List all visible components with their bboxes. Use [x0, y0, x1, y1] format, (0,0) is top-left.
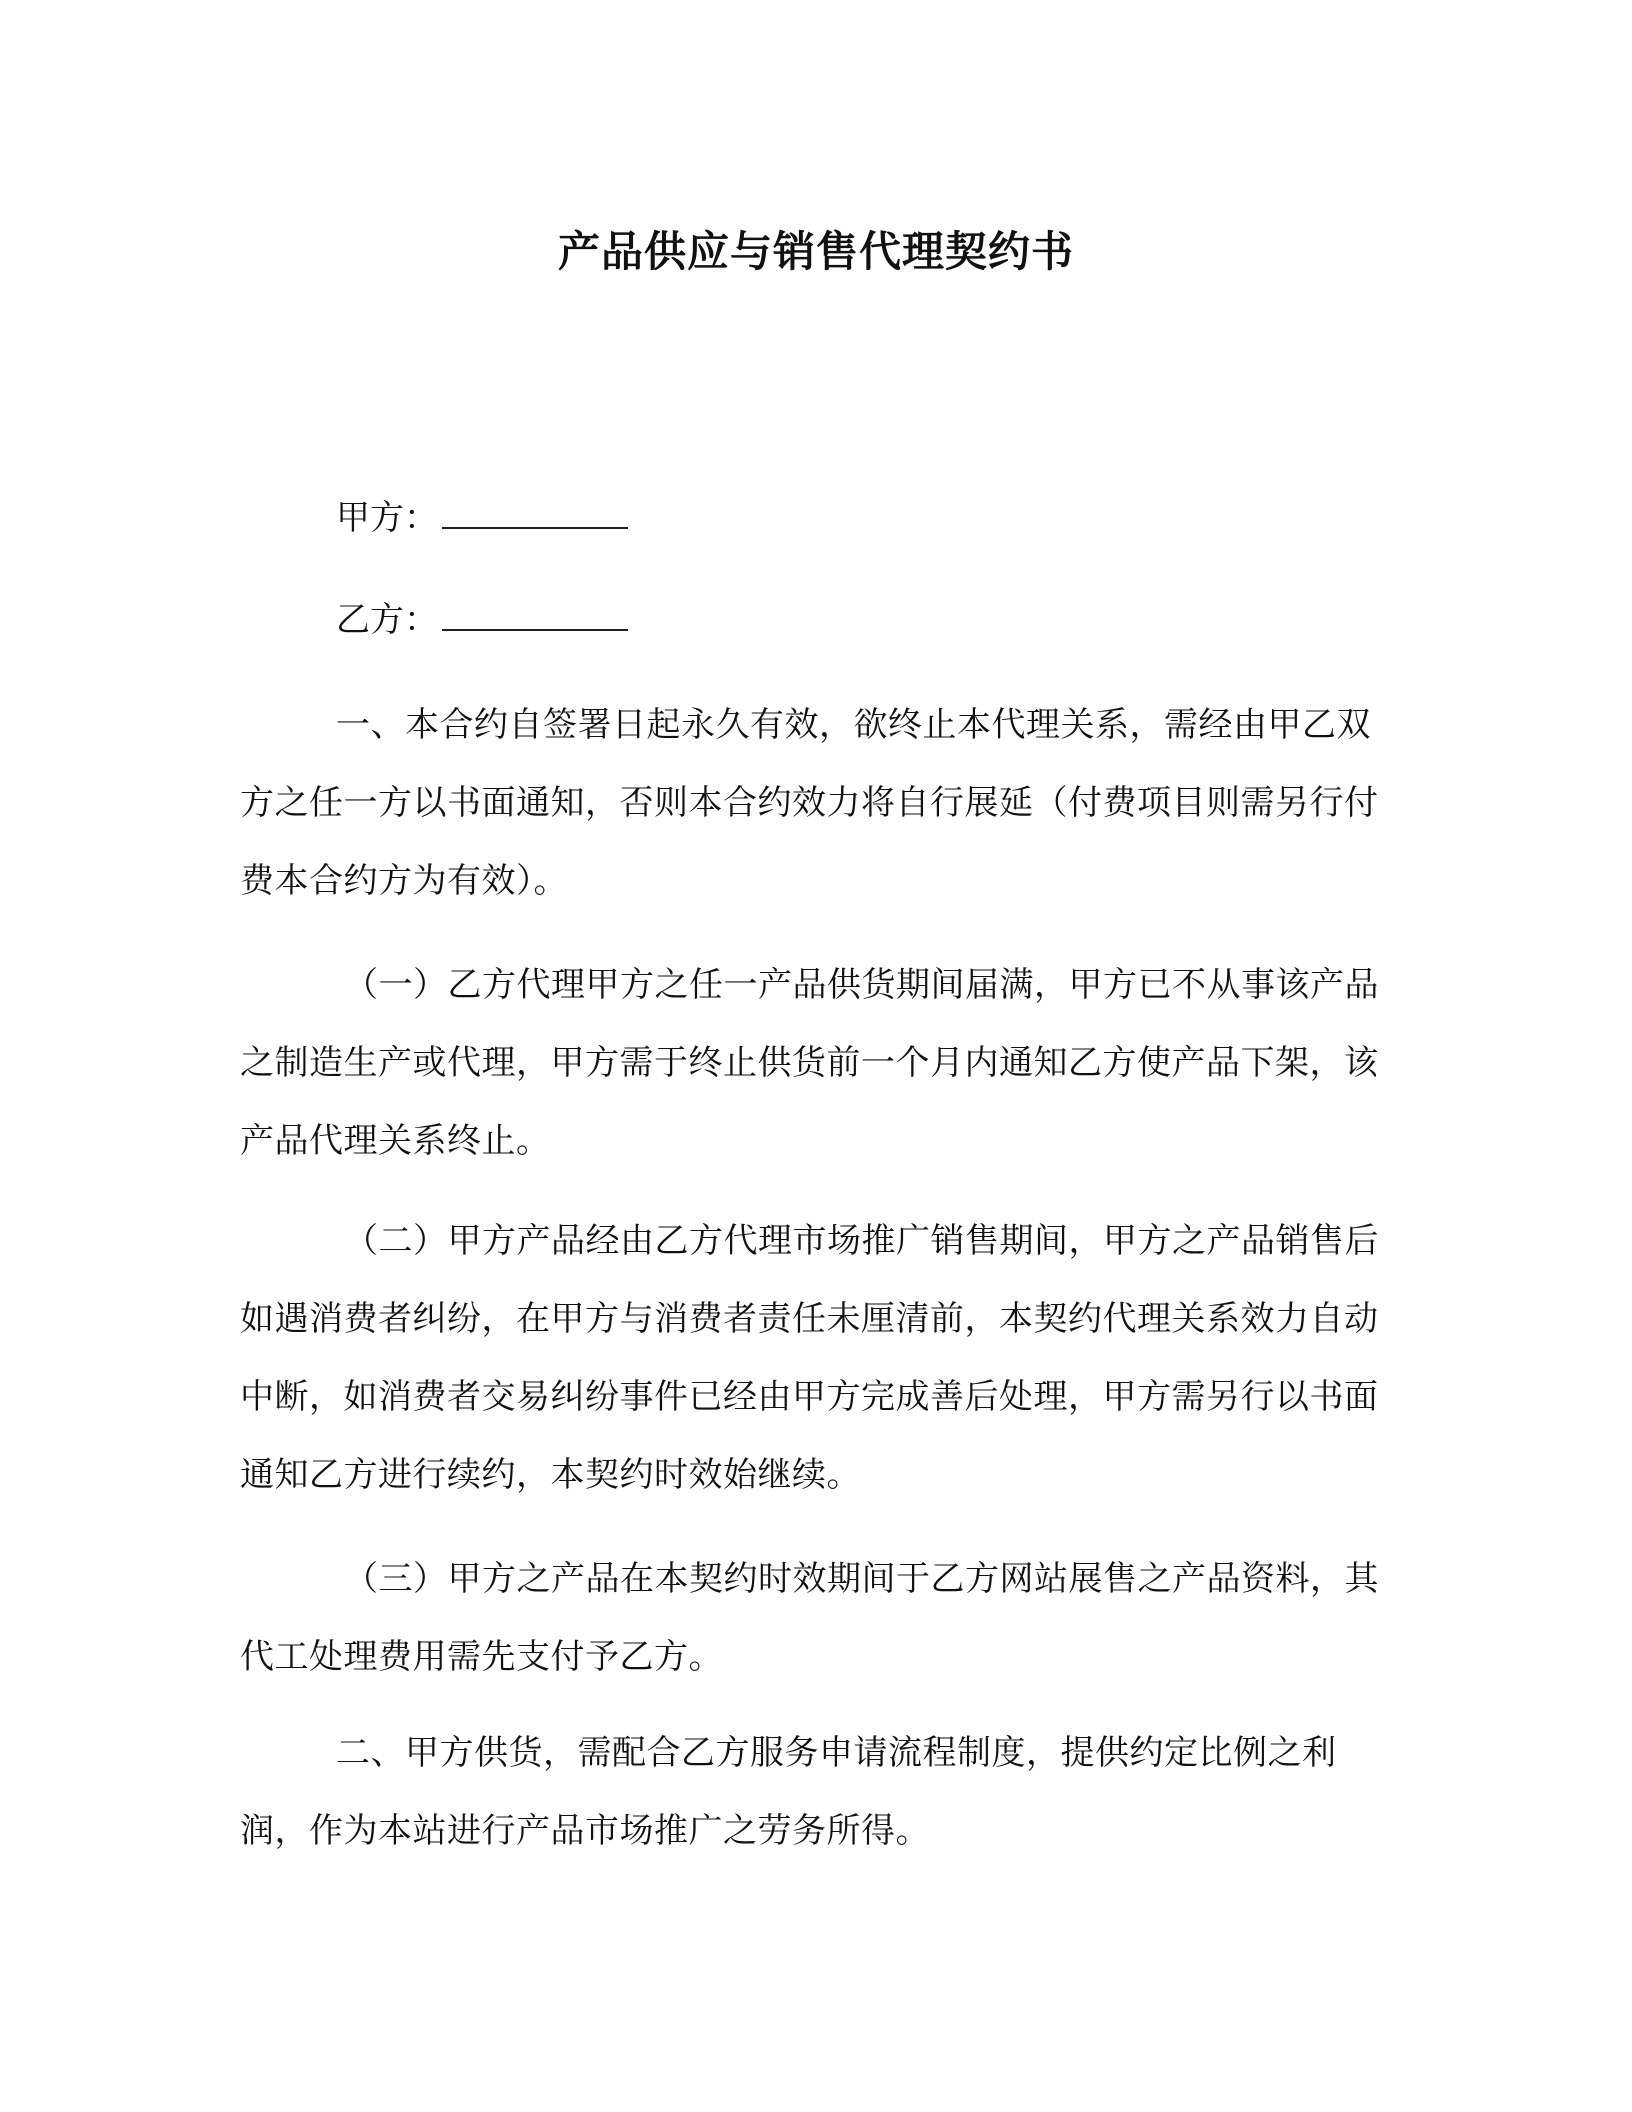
party-a-line — [336, 494, 628, 542]
clause-1-sub-3: （三）甲方之产品在本契约时效期间于乙方网站展售之产品资料，其代工处理费用需先支付予乙方。 — [240, 1559, 1379, 1677]
clause-1-sub-1: （一）乙方代理甲方之任一产品供货期间届满，甲方已不从事该产品之制造生产或代理，甲方需于终止供货前一个月内通知乙方使产品下架，该产品代理关系终止。 — [240, 965, 1379, 1161]
party-a-blank — [442, 497, 628, 529]
clause-2: 二、甲方供货，需配合乙方服务申请流程制度，提供约定比例之利润，作为本站进行产品市场推广之劳务所得。 — [240, 1733, 1337, 1851]
clause-1-sub-2: （二）甲方产品经由乙方代理市场推广销售期间，甲方之产品销售后如遇消费者纠纷，在甲方与消费者责任未厘清前，本契约代理关系效力自动中断，如消费者交易纠纷事件已经由甲方完成善后处理，甲方需另行以书面通知乙方进行续约，本契约时效始继续。 — [240, 1221, 1379, 1495]
party-b-line — [336, 596, 628, 644]
party-a-label: 甲方： — [336, 498, 438, 538]
clause-1: 一、本合约自签署日起永久有效，欲终止本代理关系，需经由甲乙双方之任一方以书面通知，否则本合约效力将自行展延（付费项目则需另行付费本合约方为有效）。 — [240, 705, 1379, 901]
document-title: 产品供应与销售代理契约书 — [557, 227, 1074, 276]
party-b-label: 乙方： — [336, 600, 438, 640]
party-b-blank — [442, 599, 628, 631]
